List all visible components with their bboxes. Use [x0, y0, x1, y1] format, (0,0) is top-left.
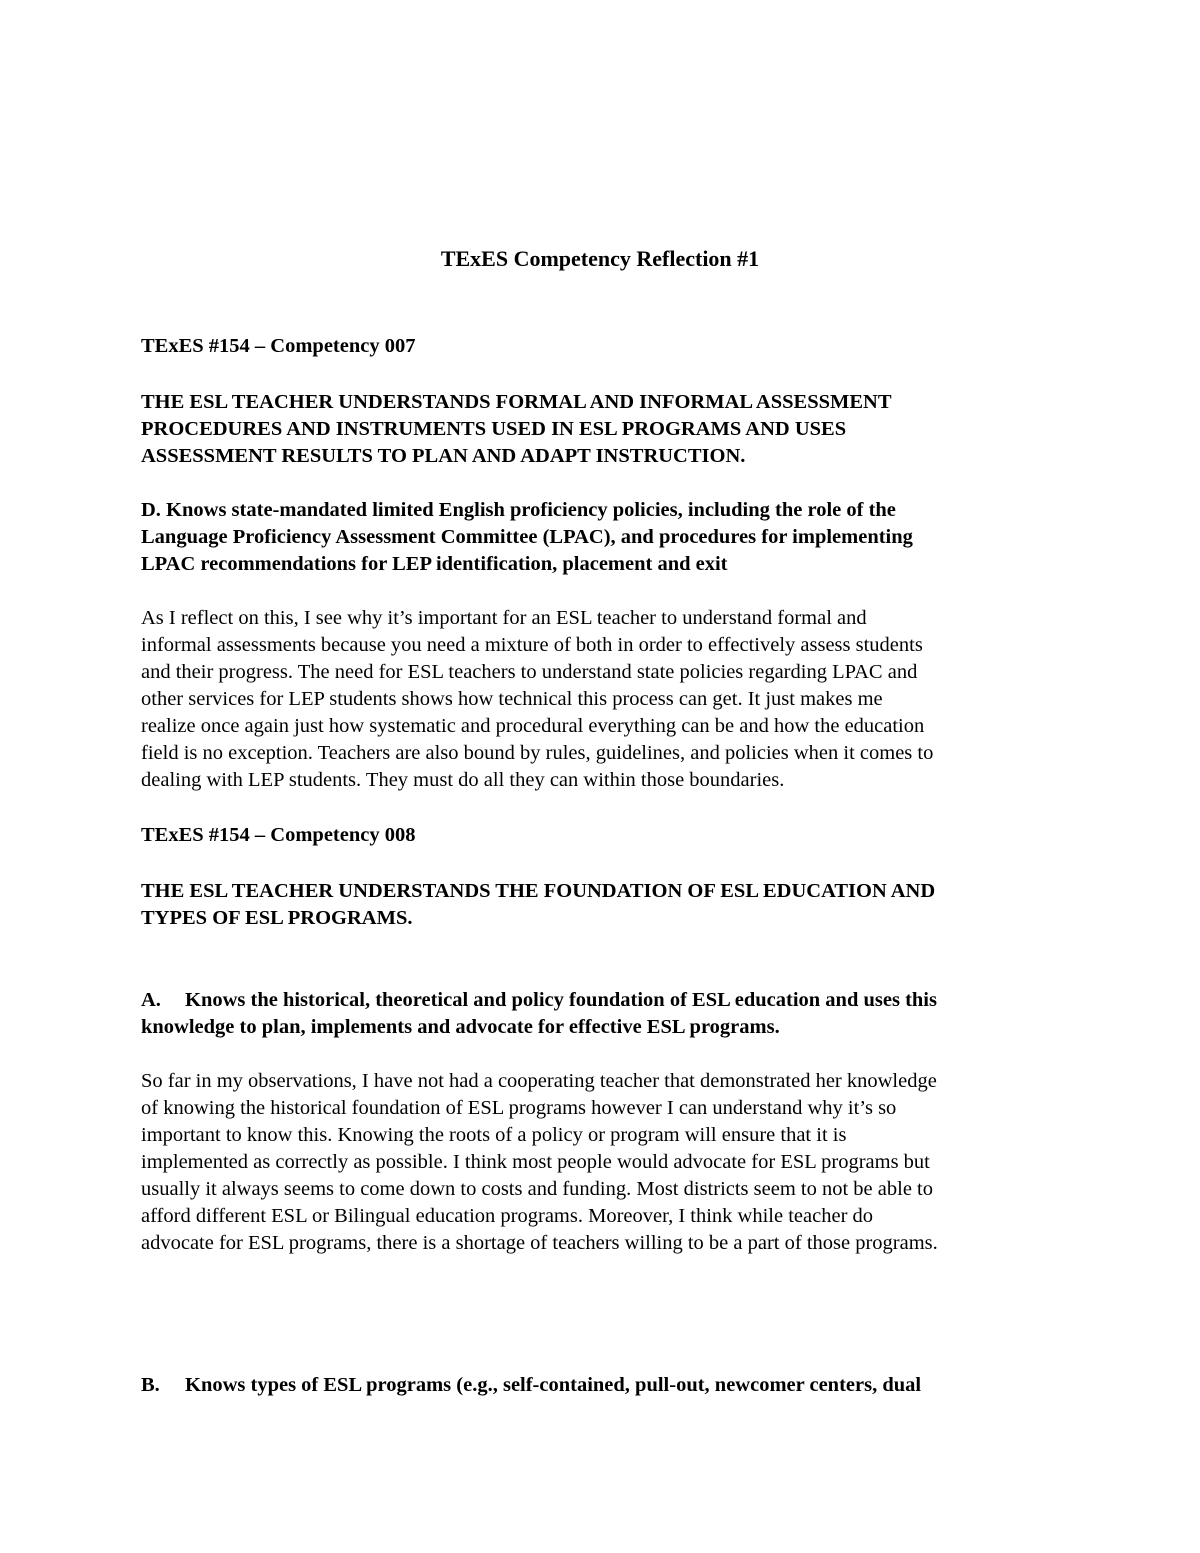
- competency-007-statement: THE ESL TEACHER UNDERSTANDS FORMAL AND INFORMAL ASSESSMENT PROCEDURES AND INSTRUMENTS USED IN ESL PROGRAMS AND USES ASSESSMENT RESULTS TO PLAN AND ADAPT INSTRUCTION.: [141, 391, 892, 467]
- objective-a: [141, 987, 1071, 1014]
- objective-a-text: Knows the historical, theoretical and policy foundation of ESL education and uses this: [185, 989, 937, 1011]
- objective-b-marker: B.: [141, 1374, 160, 1396]
- competency-007-heading: TExES #154 – Competency 007: [141, 335, 416, 357]
- objective-b: [141, 1372, 1071, 1399]
- document-title: TExES Competency Reflection #1: [440, 246, 760, 271]
- competency-008-statement: THE ESL TEACHER UNDERSTANDS THE FOUNDATION OF ESL EDUCATION AND TYPES OF ESL PROGRAMS.: [141, 880, 936, 929]
- objective-a-text-continued: knowledge to plan, implements and advocate for effective ESL programs.: [141, 1016, 780, 1038]
- objective-a-marker: A.: [141, 989, 161, 1011]
- competency-008-heading: TExES #154 – Competency 008: [141, 824, 416, 846]
- objective-d: D. Knows state-mandated limited English proficiency policies, including the role of the Language Proficiency Assessment Committee (LPAC), and procedures for implementing LPAC recommendations for LEP identification, placement and exit: [141, 499, 913, 575]
- reflection-paragraph-2: So far in my observations, I have not had a cooperating teacher that demonstrated her knowledge of knowing the historical foundation of ESL programs however I can understand why it’s so important to know this. Knowing the roots of a policy or program will ensure that it is implemented as correctly as possible. I think most people would advocate for ESL programs but usually it always seems to come down to costs and funding. Most districts seem to not be able to afford different ESL or Bilingual education programs. Moreover, I think while teacher do advocate for ESL programs, there is a shortage of teachers willing to be a part of those programs.: [141, 1070, 938, 1254]
- objective-b-text: Knows types of ESL programs (e.g., self-contained, pull-out, newcomer centers, dual: [185, 1374, 922, 1396]
- reflection-paragraph-1: As I reflect on this, I see why it’s important for an ESL teacher to understand formal and informal assessments because you need a mixture of both in order to effectively assess students and their progress. The need for ESL teachers to understand state policies regarding LPAC and other services for LEP students shows how technical this process can get. It just makes me realize once again just how systematic and procedural everything can be and how the education field is no exception. Teachers are also bound by rules, guidelines, and policies when it comes to dealing with LEP students. They must do all they can within those boundaries.: [141, 607, 934, 791]
